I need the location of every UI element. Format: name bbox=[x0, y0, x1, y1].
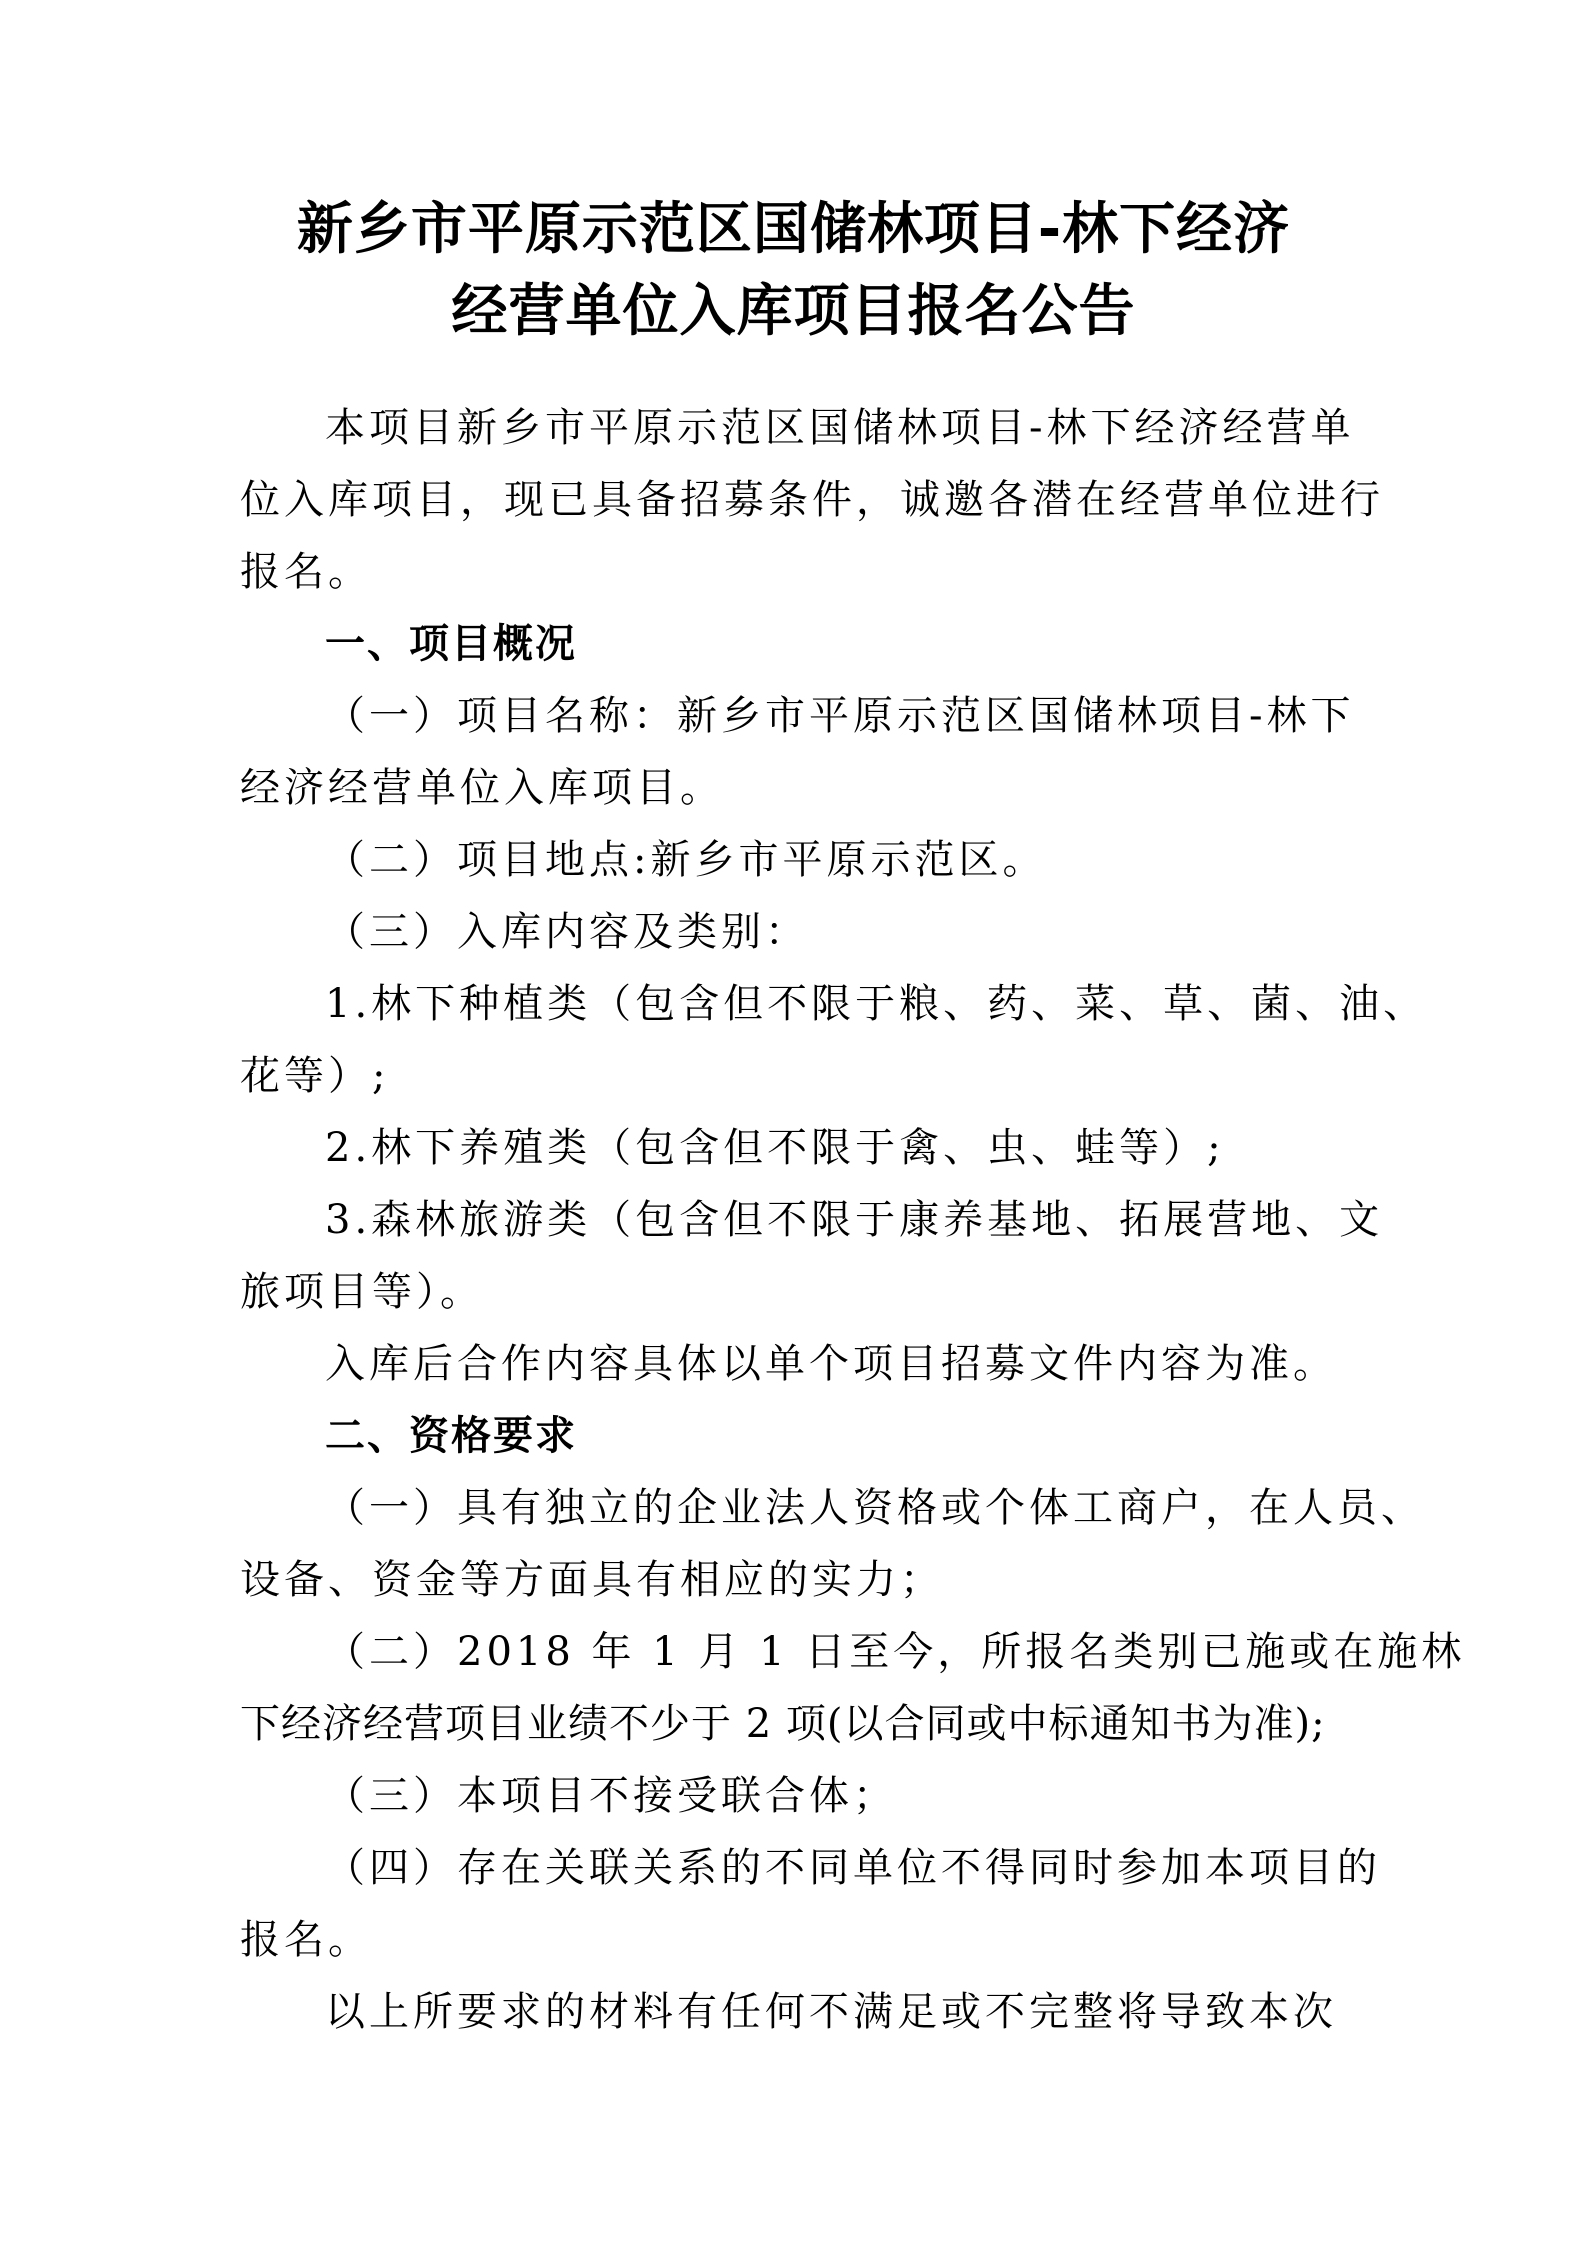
project-name-line-2: 经济经营单位入库项目。 bbox=[240, 765, 724, 811]
intro-line-2: 位入库项目，现已具备招募条件，诚邀各潜在经营单位进行 bbox=[240, 477, 1384, 523]
category-2: 2.林下养殖类（包含但不限于禽、虫、蛙等）; bbox=[325, 1125, 1225, 1171]
requirement-1-line-1: （一）具有独立的企业法人资格或个体工商户，在人员、 bbox=[325, 1485, 1425, 1531]
section-2-heading: 二、资格要求 bbox=[325, 1413, 577, 1459]
project-location: （二）项目地点:新乡市平原示范区。 bbox=[325, 837, 1047, 883]
title-line-2: 经营单位入库项目报名公告 bbox=[451, 279, 1136, 344]
category-3-line-2: 旅项目等）。 bbox=[240, 1269, 484, 1315]
category-1-line-2: 花等）; bbox=[240, 1053, 390, 1099]
cooperation-note: 入库后合作内容具体以单个项目招募文件内容为准。 bbox=[325, 1341, 1337, 1387]
requirement-4-line-1: （四）存在关联关系的不同单位不得同时参加本项目的 bbox=[325, 1845, 1381, 1891]
category-1-line-1: 1.林下种植类（包含但不限于粮、药、菜、草、菌、油、 bbox=[325, 981, 1428, 1027]
intro-line-3: 报名。 bbox=[240, 549, 372, 595]
requirement-4-line-2: 报名。 bbox=[240, 1917, 372, 1963]
content-heading: （三）入库内容及类别： bbox=[325, 909, 809, 955]
requirement-2-line-2: 下经济经营项目业绩不少于 2 项(以合同或中标通知书为准); bbox=[240, 1701, 1326, 1747]
title-line-1: 新乡市平原示范区国储林项目-林下经济 bbox=[296, 197, 1291, 262]
category-3-line-1: 3.森林旅游类（包含但不限于康养基地、拓展营地、文 bbox=[325, 1197, 1384, 1243]
closing-line: 以上所要求的材料有任何不满足或不完整将导致本次 bbox=[325, 1989, 1337, 2035]
intro-line-1: 本项目新乡市平原示范区国储林项目-林下经济经营单 bbox=[325, 405, 1355, 451]
requirement-3: （三）本项目不接受联合体； bbox=[325, 1773, 897, 1819]
project-name-line-1: （一）项目名称：新乡市平原示范区国储林项目-林下 bbox=[325, 693, 1355, 739]
requirement-2-line-1: （二）2018 年 1 月 1 日至今，所报名类别已施或在施林 bbox=[325, 1629, 1466, 1675]
requirement-1-line-2: 设备、资金等方面具有相应的实力； bbox=[240, 1557, 944, 1603]
section-1-heading: 一、项目概况 bbox=[325, 621, 577, 667]
